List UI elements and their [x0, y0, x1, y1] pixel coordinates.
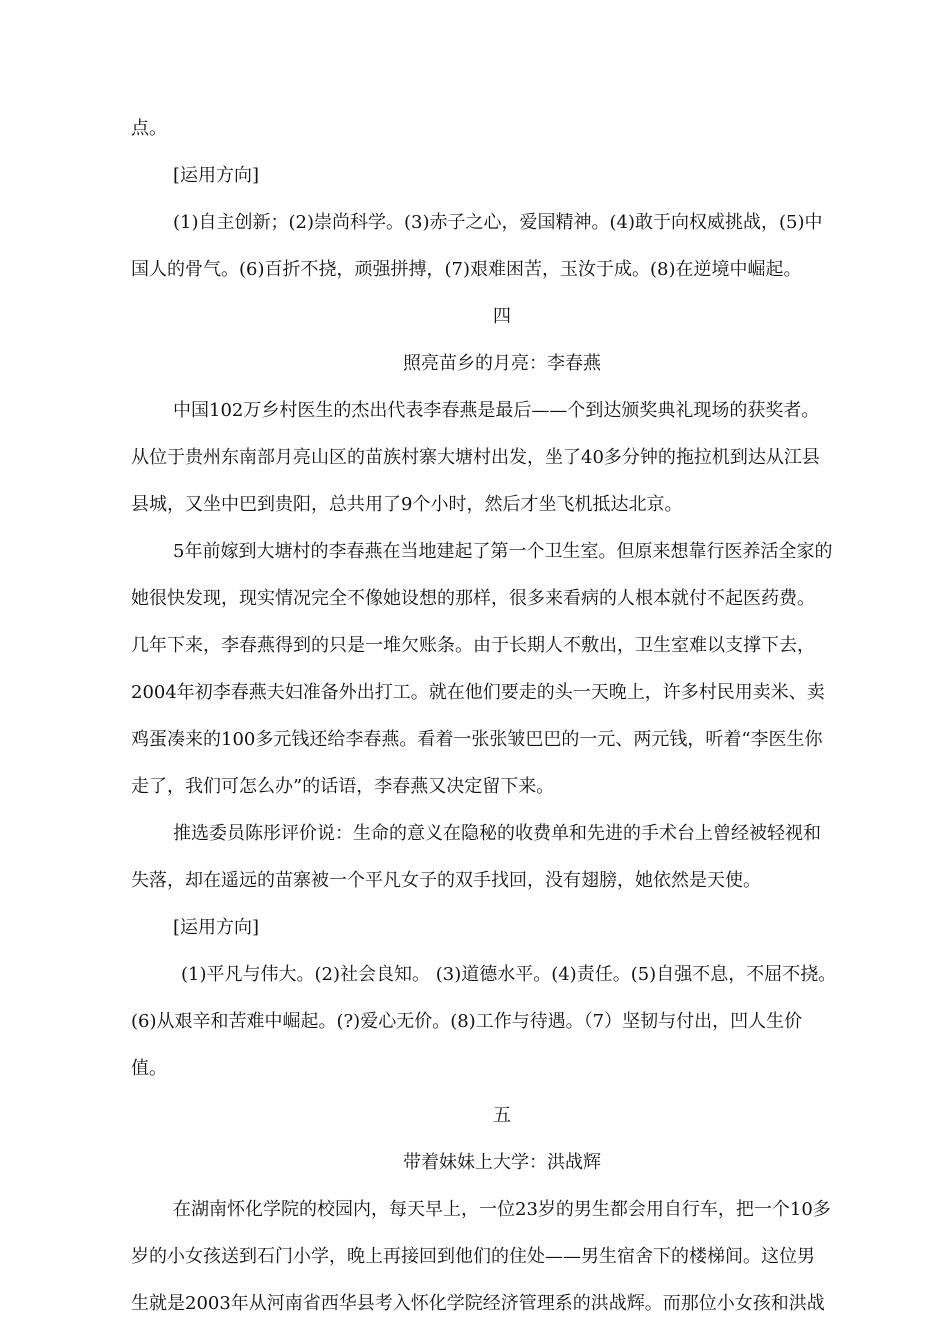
- section-heading: 照亮苗乡的月亮：李春燕: [403, 353, 601, 374]
- section-number: 五: [493, 1105, 511, 1126]
- text-line: 鸡蛋凑来的100多元钱还给李春燕。看着一张张皱巴巴的一元、两元钱，听着“李医生你: [131, 729, 823, 750]
- section-label: [运用方向]: [173, 165, 260, 186]
- section-label: [运用方向]: [173, 917, 260, 938]
- text-line: 在湖南怀化学院的校园内，每天早上，一位23岁的男生都会用自行车，把一个10多: [173, 1199, 831, 1220]
- text-line: 从位于贵州东南部月亮山区的苗族村寨大塘村出发，坐了40多分钟的拖拉机到达从江县: [131, 447, 820, 468]
- text-line: 走了，我们可怎么办”的话语，李春燕又决定留下来。: [131, 776, 555, 797]
- text-line: (6)从艰辛和苦难中崛起。(?)爱心无价。(8)工作与待遇。（7）坚韧与付出，凹人生价: [131, 1011, 803, 1032]
- text-line: 岁的小女孩送到石门小学，晚上再接回到他们的住处——男生宿舍下的楼梯间。这位男: [131, 1246, 815, 1267]
- text-line: 点。: [131, 118, 167, 139]
- text-line: 值。: [131, 1058, 167, 1079]
- text-line: 生就是2003年从河南省西华县考入怀化学院经济管理系的洪战辉。而那位小女孩和洪战: [131, 1293, 825, 1314]
- text-line: 5年前嫁到大塘村的李春燕在当地建起了第一个卫生室。但原来想靠行医养活全家的: [173, 541, 833, 562]
- text-line: 推选委员陈彤评价说：生命的意义在隐秘的收费单和先进的手术台上曾经被轻视和: [173, 823, 821, 844]
- text-line: (1)自主创新；(2)崇尚科学。(3)赤子之心，爱国精神。(4)敢于向权威挑战，(5)中: [173, 212, 823, 233]
- text-line: 几年下来，李春燕得到的只是一堆欠账条。由于长期人不敷出，卫生室难以支撑下去，: [131, 635, 815, 656]
- text-line: 2004年初李春燕夫妇准备外出打工。就在他们要走的头一天晚上，许多村民用卖米、卖: [131, 682, 825, 703]
- section-heading: 带着妹妹上大学：洪战辉: [403, 1152, 601, 1173]
- text-line: 中国102万乡村医生的杰出代表李春燕是最后——个到达颁奖典礼现场的获奖者。: [173, 400, 820, 421]
- text-line: 国人的骨气。(6)百折不挠，顽强拼搏，(7)艰难困苦，玉汝于成。(8)在逆境中崛起。: [131, 259, 802, 280]
- text-line: 她很快发现，现实情况完全不像她设想的那样，很多来看病的人根本就付不起医药费。: [131, 588, 815, 609]
- text-line: (1)平凡与伟大。(2)社会良知。 (3)道德水平。(4)责任。(5)自强不息，不屈不挠。: [181, 964, 837, 985]
- text-line: 县城，又坐中巴到贵阳，总共用了9个小时，然后才坐飞机抵达北京。: [131, 494, 683, 515]
- section-number: 四: [493, 306, 511, 327]
- text-line: 失落，却在遥远的苗寨被一个平凡女子的双手找回，没有翅膀，她依然是天使。: [131, 870, 761, 891]
